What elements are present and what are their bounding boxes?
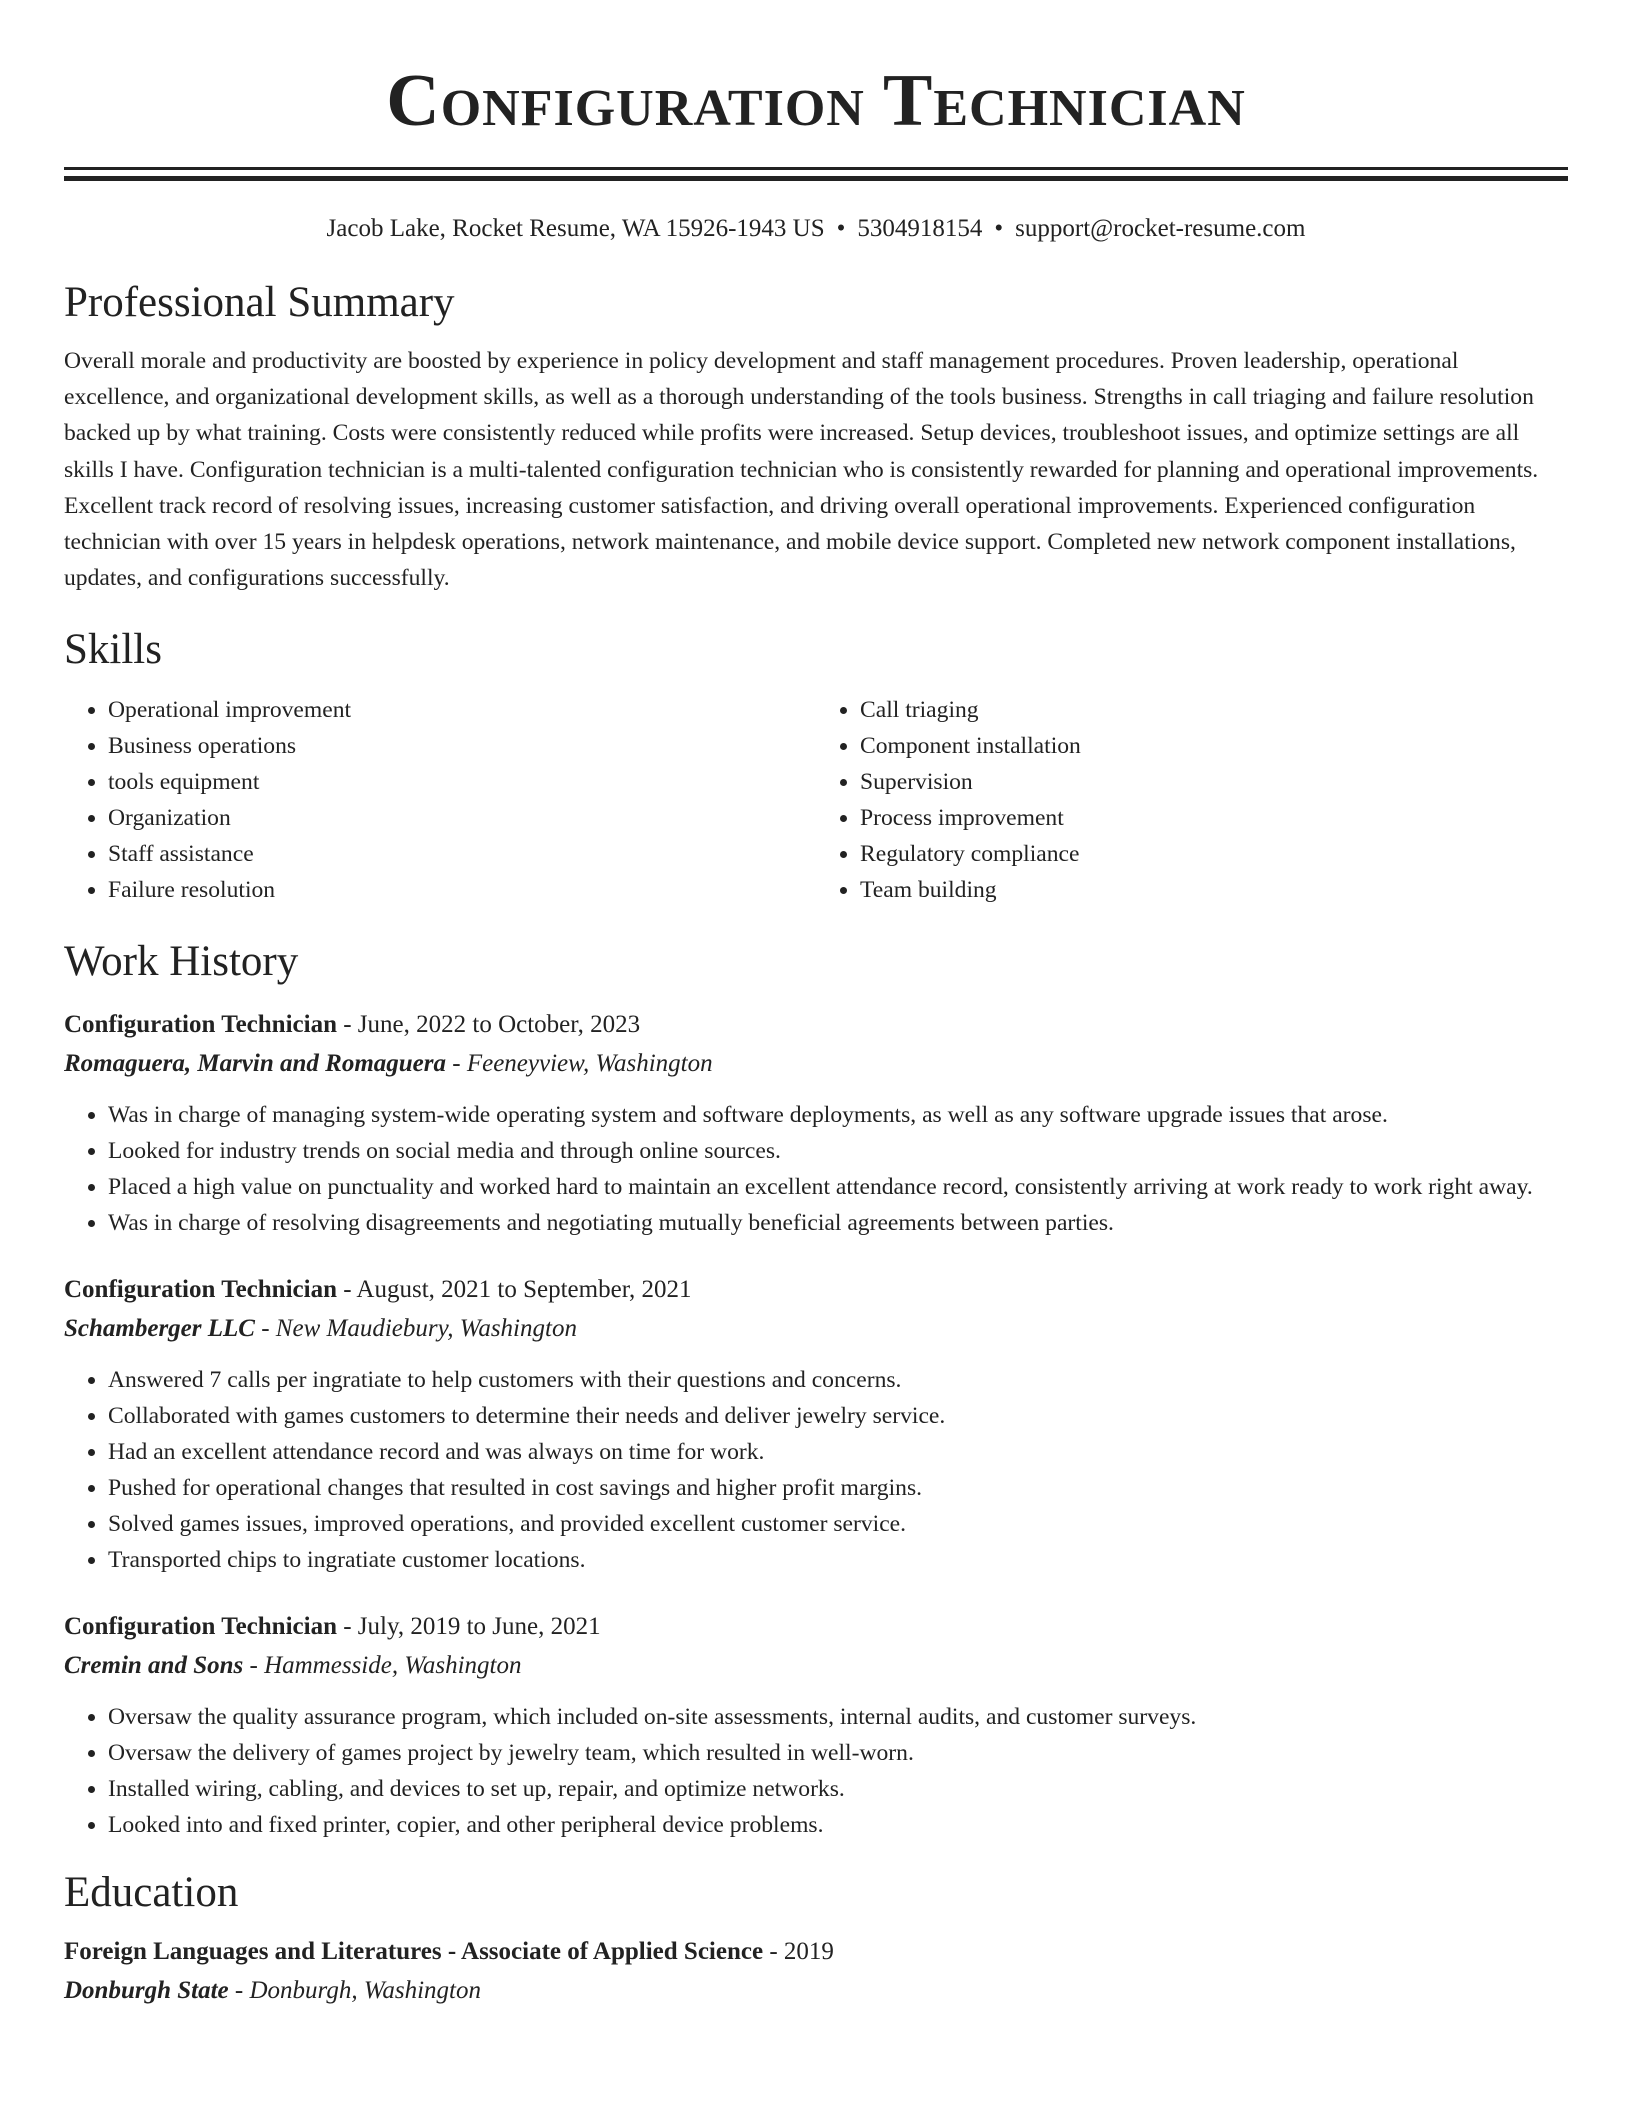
skill-item: • Team building [860,872,1568,908]
employer-name: Cremin and Sons [64,1652,244,1680]
contact-address: Jacob Lake, Rocket Resume, WA 15926-1943 US [326,215,825,242]
job-entry [64,1008,1568,1241]
education-entry [64,1935,1568,2008]
skill-item: • Organization [108,800,816,836]
job-title: Configuration Technician [64,1613,337,1641]
skills-column-right [816,692,1568,908]
job-bullet: • Answered 7 calls per ingratiate to help customers with their questions and concerns. [108,1362,1568,1398]
employer-name: Schamberger LLC [64,1315,255,1343]
job-bullet: • Had an excellent attendance record and was always on time for work. [108,1434,1568,1470]
contact-separator: • [994,215,1004,242]
job-bullet: • Oversaw the quality assurance program, which included on-site assessments, internal audits, and customer surveys. [108,1699,1568,1735]
skill-item: • Business operations [108,728,816,764]
job-bullet: • Collaborated with games customers to determine their needs and deliver jewelry service. [108,1398,1568,1434]
skill-item: • Call triaging [860,692,1568,728]
job-bullet: • Placed a high value on punctuality and worked hard to maintain an excellent attendance record, consistently arriving at work ready to work right away. [108,1169,1568,1205]
skill-item: • Staff assistance [108,836,816,872]
work-history-heading: Work History [64,938,299,986]
job-bullet: • Installed wiring, cabling, and devices to set up, repair, and optimize networks. [108,1771,1568,1807]
contact-line [64,213,1568,245]
job-bullets [64,1699,1568,1843]
job-bullet: • Was in charge of resolving disagreements and negotiating mutually beneficial agreements between parties. [108,1205,1568,1241]
job-bullet: • Solved games issues, improved operations, and provided excellent customer service. [108,1506,1568,1542]
job-title-line [64,1273,1568,1307]
job-bullet: • Oversaw the delivery of games project by jewelry team, which resulted in well-worn. [108,1735,1568,1771]
job-bullet: • Looked into and fixed printer, copier, and other peripheral device problems. [108,1807,1568,1843]
employer-line [64,1649,1568,1683]
school-name: Donburgh State [64,1977,229,2005]
summary-heading: Professional Summary [64,279,455,326]
job-bullets [64,1097,1568,1241]
job-dates: - July, 2019 to June, 2021 [336,1613,601,1641]
skills-column-left [64,692,816,908]
skill-item: • Process improvement [860,800,1568,836]
skill-item: • Component installation [860,728,1568,764]
degree-year: - 2019 [763,1938,834,1966]
skills-heading: Skills [64,626,162,674]
job-bullets [64,1362,1568,1578]
contact-separator: • [836,215,846,242]
contact-phone: 5304918154 [857,215,983,242]
education-heading: Education [64,1869,239,1917]
job-bullet: • Pushed for operational changes that resulted in cost savings and higher profit margins. [108,1470,1568,1506]
job-title: Configuration Technician [64,1011,337,1039]
job-dates: - June, 2022 to October, 2023 [336,1011,641,1039]
employer-line [64,1312,1568,1346]
school-location: - Donburgh, Washington [228,1977,481,2005]
employer-location: - Feeneyview, Washington [446,1050,713,1078]
degree-name: Foreign Languages and Literatures - Associate of Applied Science [64,1938,764,1966]
job-title-line [64,1008,1568,1042]
job-entry [64,1273,1568,1578]
job-title-line [64,1610,1568,1644]
skill-item: • Supervision [860,764,1568,800]
degree-line [64,1935,1568,1969]
employer-location: - New Maudiebury, Washington [254,1315,577,1343]
summary-text: Overall morale and productivity are boosted by experience in policy development and staff management procedures. Proven leadership, operational excellence, and organizational development skills, as well as a thorough understanding of the tools business. Strengths in call triaging and failure resolution backed up by what training. Costs were consistently reduced while profits were increased. Setup devices, troubleshoot issues, and optimize settings are all skills I have. Configuration technician is a multi-talented configuration technician who is consistently rewarded for planning and operational improvements. Excellent track record of resolving issues, increasing customer satisfaction, and driving overall operational improvements. Experienced configuration technician with over 15 years in helpdesk operations, network maintenance, and mobile device support. Completed new network component installations, updates, and configurations successfully. [64,348,1539,592]
job-bullet: • Looked for industry trends on social media and through online sources. [108,1133,1568,1169]
employer-location: - Hammesside, Washington [243,1652,522,1680]
job-bullet: • Transported chips to ingratiate customer locations. [108,1542,1568,1578]
skill-item: • tools equipment [108,764,816,800]
resume-title: Configuration Technician [386,60,1246,142]
job-bullet: • Was in charge of managing system-wide operating system and software deployments, as well as any software upgrade issues that arose. [108,1097,1568,1133]
skill-item: • Failure resolution [108,872,816,908]
title-double-rule [64,167,1568,181]
skill-item: • Regulatory compliance [860,836,1568,872]
employer-name: Romaguera, Marvin and Romaguera [64,1050,447,1078]
employer-line [64,1047,1568,1081]
job-entry [64,1610,1568,1843]
contact-email: support@rocket-resume.com [1015,215,1306,242]
skill-item: • Operational improvement [108,692,816,728]
job-dates: - August, 2021 to September, 2021 [336,1276,692,1304]
job-title: Configuration Technician [64,1276,337,1304]
school-line [64,1974,1568,2008]
skills-list [64,692,1568,908]
